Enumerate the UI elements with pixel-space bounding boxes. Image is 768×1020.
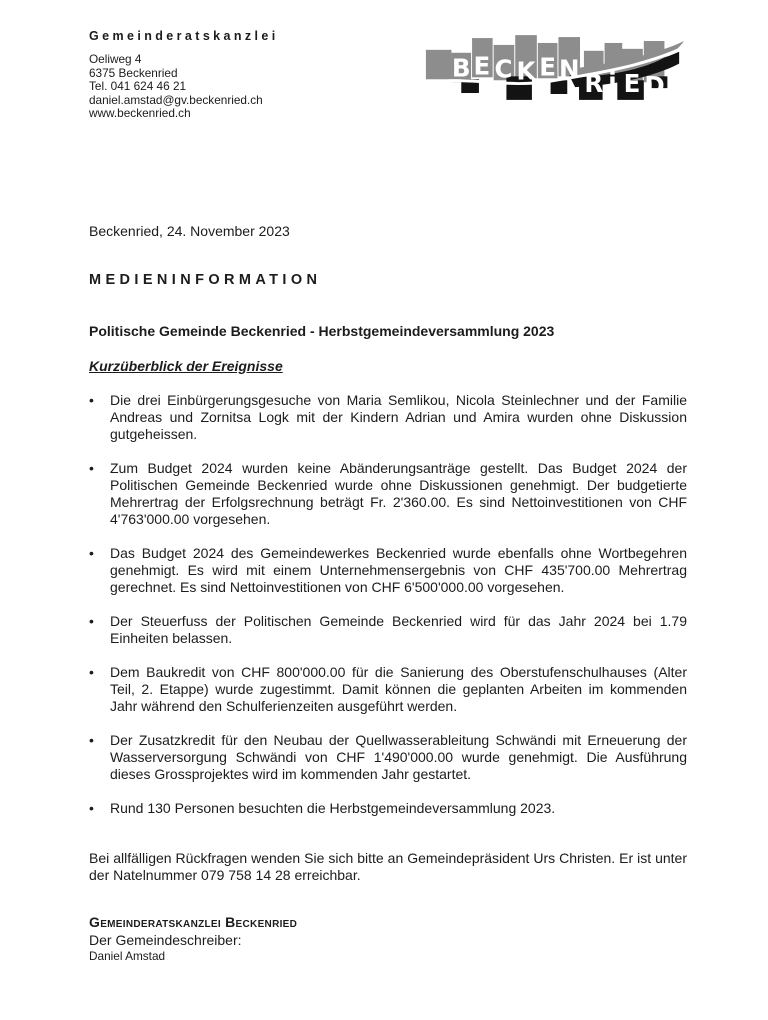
list-item [89, 460, 687, 528]
event-summary-list [89, 392, 687, 817]
list-item-text: Die drei Einbürgerungsgesuche von Maria Semlikou, Nicola Steinlechner und der Familie Andreas und Zornitsa Logk mit der Kindern Adrian und Amira wurden ohne Diskussion gutgeheissen. [110, 391, 687, 442]
logo-letter: B [451, 53, 471, 83]
logo-letter: R [584, 69, 604, 99]
list-item [89, 392, 687, 443]
logo-letter: K [516, 56, 536, 86]
doc-type-heading: MEDIENINFORMATION [89, 271, 322, 288]
bullet-marker: • [89, 799, 94, 816]
address-email: daniel.amstad@gv.beckenried.ch [89, 92, 263, 107]
list-item-text: Zum Budget 2024 wurden keine Abänderungsanträge gestellt. Das Budget 2024 der Politischen Gemeinde Beckenried wurde ohne Diskussionen genehmigt. Der budgetierte Mehrertrag der Erfolgsrechnung beträgt Fr. 2'360.00. Es sind Nettoinvestitionen von CHF 4'763'000.00 vorgesehen. [110, 459, 687, 527]
logo-letter: E [539, 52, 557, 82]
beckenried-logo-graphic [422, 30, 687, 105]
logo-letter: E [473, 51, 491, 81]
contact-note: Bei allfälligen Rückfragen wenden Sie sich bitte an Gemeindepräsident Urs Christen. Er ist unter der Natelnummer 079 758 14 28 erreichbar. [89, 849, 687, 883]
sender-block [89, 28, 279, 121]
logo-letter: C [494, 54, 513, 84]
bullet-marker: • [89, 612, 94, 629]
signature-role: Der Gemeindeschreiber: [89, 931, 242, 948]
bullet-marker: • [89, 663, 94, 680]
doc-title: Politische Gemeinde Beckenried - Herbstgemeindeversammlung 2023 [89, 322, 555, 339]
beckenried-logo [422, 30, 687, 109]
logo-letter: D [644, 71, 665, 101]
logo-letter: N [558, 54, 580, 84]
bullet-marker: • [89, 391, 94, 408]
signature-org: Gemeinderatskanzlei Beckenried [89, 913, 298, 930]
list-item [89, 613, 687, 647]
section-heading: Kurzüberblick der Ereignisse [89, 357, 283, 374]
sender-address [89, 53, 279, 121]
bullet-marker: • [89, 731, 94, 748]
dateline: Beckenried, 24. November 2023 [89, 222, 290, 239]
address-phone: Tel. 041 624 46 21 [89, 79, 187, 94]
address-street: Oeliweg 4 [89, 52, 142, 66]
list-item [89, 800, 687, 817]
signature-block [89, 914, 687, 964]
list-item-text: Das Budget 2024 des Gemeindewerkes Beckenried wurde ebenfalls ohne Wortbegehren genehmigt. Es wird mit einem Unternehmensergebnis von CHF 435'700.00 Mehrertrag gerechnet. Es sind Nettoinvestitionen von CHF 6'500'000.00 vorgesehen. [110, 544, 687, 595]
logo-letter: E [623, 69, 641, 99]
list-item-text: Dem Baukredit von CHF 800'000.00 für die Sanierung des Oberstufenschulhauses (Alter Teil, 2. Etappe) wurde zugestimmt. Damit können die geplanten Arbeiten im kommenden Jahr während den Schulferienzeiten ausgeführt werden. [110, 663, 687, 714]
list-item [89, 545, 687, 596]
bullet-marker: • [89, 459, 94, 476]
list-item-text: Der Steuerfuss der Politischen Gemeinde Beckenried wird für das Jahr 2024 bei 1.79 Einheiten belassen. [110, 612, 687, 646]
list-item-text: Der Zusatzkredit für den Neubau der Quellwasserableitung Schwändi mit Erneuerung der Wasserversorgung Schwändi von CHF 1'490'000.00 wurde genehmigt. Die Ausführung dieses Grossprojektes wird im kommenden Jahr gestartet. [110, 731, 687, 782]
list-item [89, 664, 687, 715]
address-city: 6375 Beckenried [89, 65, 178, 80]
address-website: www.beckenried.ch [89, 106, 191, 121]
list-item [89, 732, 687, 783]
list-item-text: Rund 130 Personen besuchten die Herbstgemeindeversammlung 2023. [110, 799, 556, 816]
logo-letter: i [608, 67, 617, 97]
signature-name: Daniel Amstad [89, 948, 166, 963]
office-name: Gemeinderatskanzlei [89, 29, 279, 43]
bullet-marker: • [89, 544, 94, 561]
letterhead [89, 28, 687, 121]
